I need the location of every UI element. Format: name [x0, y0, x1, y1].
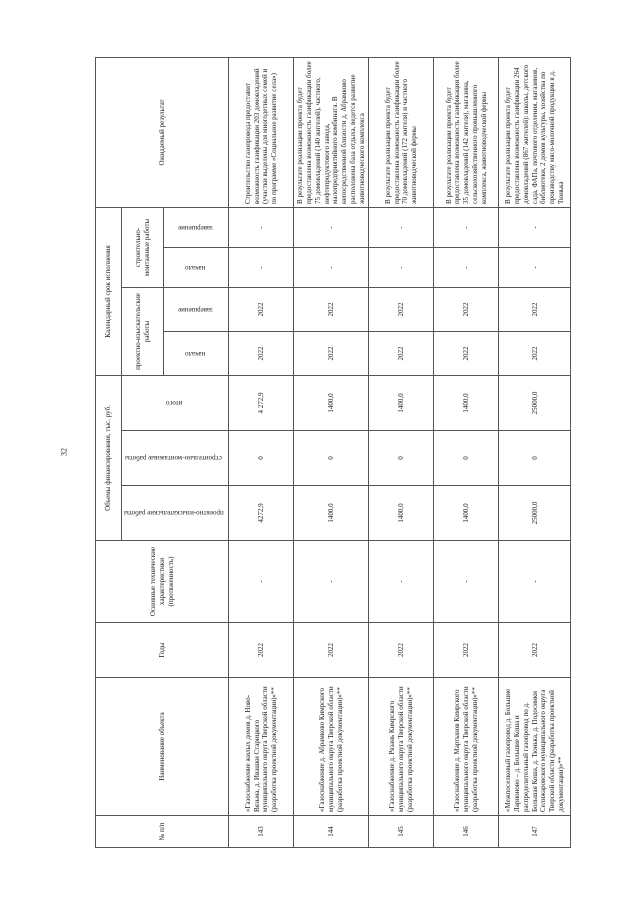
row-fin-total: 1400,0 — [369, 376, 434, 431]
row-specs: - — [434, 541, 499, 623]
header-fin-design: проектно-изыскательские работы — [122, 486, 229, 541]
table-row — [369, 57, 434, 847]
header-constr-end: завершение — [164, 207, 229, 247]
header-sched-design: проектно-изыскательские работы — [122, 288, 164, 376]
row-fin-construction: 0 — [229, 431, 294, 486]
row-years: 2022 — [229, 623, 294, 678]
header-num: № п/п — [96, 816, 229, 848]
row-fin-design: 1400,0 — [434, 486, 499, 541]
header-fin-construction: строительно-монтажные работы — [122, 431, 229, 486]
row-years: 2022 — [499, 623, 571, 678]
row-fin-total: 25000,0 — [499, 376, 571, 431]
row-fin-construction: 0 — [499, 431, 571, 486]
row-constr-start: - — [499, 248, 571, 288]
header-design-end: завершение — [164, 288, 229, 332]
row-result: В результате реализации проекта будет предоставлена возможность газификации 264 домовладений (867 жителей): школы, детского сада, ФАПа, почтового отделения, магазинов, библиотеки, 2 домов культуры, хозяйства по производству мясо-молочной продукции в д. Тюнька — [499, 57, 571, 207]
row-design-end: 2022 — [294, 288, 369, 332]
row-result: Строительство газопровода предоставит возможность газификации 203 домовладений (участки выделены для многодетных семей и по программе «Социальное развитие села») — [229, 57, 294, 207]
table-row — [499, 57, 571, 847]
row-design-start: 2022 — [499, 332, 571, 376]
row-fin-design: 25000,0 — [499, 486, 571, 541]
row-constr-end: - — [369, 207, 434, 247]
row-specs: - — [499, 541, 571, 623]
row-num: 144 — [294, 816, 369, 848]
row-specs: - — [369, 541, 434, 623]
row-years: 2022 — [369, 623, 434, 678]
row-design-start: 2022 — [229, 332, 294, 376]
page-number: 32 — [59, 448, 69, 456]
row-result: В результате реализации проекта будет предоставлена возможность газификации более 70 домовладений (172 жителя) и частного животноводческой фермы — [369, 57, 434, 207]
row-design-end: 2022 — [369, 288, 434, 332]
row-fin-design: 4272,9 — [229, 486, 294, 541]
header-specs: Основные технические характеристики (протяженность) — [96, 541, 229, 623]
row-constr-end: - — [499, 207, 571, 247]
header-name: Наименование объекта — [96, 678, 229, 816]
row-fin-design: 1400,0 — [369, 486, 434, 541]
schedule-table — [95, 57, 571, 848]
header-fin-total: итого — [122, 376, 229, 431]
table-row — [434, 57, 499, 847]
row-design-start: 2022 — [294, 332, 369, 376]
row-name: «Газоснабжение жилых домов д. Ново-Вязьма, д. Ивашки Старицкого муниципального округа Тверской области (разработка проектной документации)»** — [229, 678, 294, 816]
header-row-1 — [96, 57, 122, 847]
header-sched-construction: строительно-монтажные работы — [122, 207, 164, 287]
row-specs: - — [229, 541, 294, 623]
table-row — [229, 57, 294, 847]
row-fin-total: 1400,0 — [434, 376, 499, 431]
row-fin-total: 4 272,9 — [229, 376, 294, 431]
row-constr-end: - — [294, 207, 369, 247]
table-stage — [95, 58, 565, 848]
rotated-table-wrap — [95, 58, 565, 848]
row-fin-design: 1400,0 — [294, 486, 369, 541]
row-constr-start: - — [229, 248, 294, 288]
header-financing: Объемы финансирования, тыс. руб. — [96, 376, 122, 541]
row-num: 147 — [499, 816, 571, 848]
row-constr-start: - — [434, 248, 499, 288]
row-name: «Газоснабжение д. Абрамково Кимрского муниципального округа Тверской области (разработка проектной документации)»** — [294, 678, 369, 816]
row-constr-start: - — [369, 248, 434, 288]
header-years: Годы — [96, 623, 229, 678]
header-constr-start: начало — [164, 248, 229, 288]
header-schedule: Календарный срок исполнения — [96, 207, 122, 375]
header-design-start: начало — [164, 332, 229, 376]
row-name: «Газоснабжение д. Рязань Кимрского муниципального округа Тверской области (разработка проектной документации)»** — [369, 678, 434, 816]
row-fin-construction: 0 — [369, 431, 434, 486]
row-design-end: 2022 — [434, 288, 499, 332]
row-constr-end: - — [229, 207, 294, 247]
row-name: «Газоснабжение д. Мартынов Кимрского муниципального округа Тверской области (разработка проектной документации)»** — [434, 678, 499, 816]
row-years: 2022 — [294, 623, 369, 678]
row-years: 2022 — [434, 623, 499, 678]
row-num: 143 — [229, 816, 294, 848]
row-result: В результате реализации проекта будет предоставлена возможность газификации более 75 домовладений (140 жителей), частного, нефтепродуктового завода, малопредприятийного комбината. В непосредственной близости д. Абрамково расположена база отдыха, ведется развитие животноводческого комплекса — [294, 57, 369, 207]
row-constr-end: - — [434, 207, 499, 247]
header-result: Ожидаемый результат — [96, 57, 229, 207]
row-fin-total: 1400,0 — [294, 376, 369, 431]
row-result: В результате реализации проекта будет предоставлена возможность газификации более 35 домовладений (142 жителя), магазина, сельскохозяйственного промышленного комплекса, животноводческой фермы — [434, 57, 499, 207]
row-specs: - — [294, 541, 369, 623]
table-row — [294, 57, 369, 847]
row-design-end: 2022 — [499, 288, 571, 332]
row-design-start: 2022 — [369, 332, 434, 376]
row-design-start: 2022 — [434, 332, 499, 376]
row-design-end: 2022 — [229, 288, 294, 332]
row-name: «Межпоселковый газопровод д. Большие Ларионово – д. Большие Коша и распределительный газопровод по д. Большая Коша, д. Тюнька, д. Подосинки Селижаровского муниципального округа Тверской области (разработка проектной документации)»** — [499, 678, 571, 816]
row-num: 146 — [434, 816, 499, 848]
row-fin-construction: 0 — [294, 431, 369, 486]
row-fin-construction: 0 — [434, 431, 499, 486]
row-constr-start: - — [294, 248, 369, 288]
row-num: 145 — [369, 816, 434, 848]
